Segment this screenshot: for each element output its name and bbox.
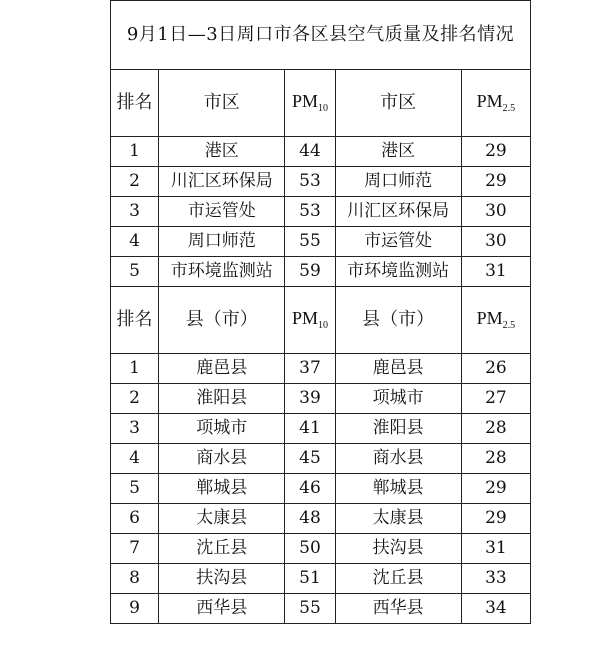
pm25-value-cell: 29 — [461, 474, 530, 504]
pm10-value-cell: 50 — [285, 534, 335, 564]
pm25-value-cell: 31 — [461, 257, 530, 287]
pm10-value-cell: 53 — [285, 197, 335, 227]
name-cell-pm25: 淮阳县 — [335, 414, 461, 444]
rank-cell: 6 — [111, 504, 159, 534]
name-cell-pm25: 郸城县 — [335, 474, 461, 504]
table-title: 9月1日—3日周口市各区县空气质量及排名情况 — [111, 1, 531, 70]
rank-cell: 7 — [111, 534, 159, 564]
name-cell-pm10: 沈丘县 — [159, 534, 285, 564]
pm10-value-cell: 55 — [285, 227, 335, 257]
pm10-value-cell: 55 — [285, 594, 335, 624]
name-cell-pm10: 周口师范 — [159, 227, 285, 257]
pm25-value-cell: 28 — [461, 414, 530, 444]
rank-header: 排名 — [111, 287, 159, 354]
pm25-value-cell: 28 — [461, 444, 530, 474]
name-cell-pm10: 商水县 — [159, 444, 285, 474]
pm25-value-cell: 34 — [461, 594, 530, 624]
rank-cell: 5 — [111, 474, 159, 504]
pm10-value-cell: 45 — [285, 444, 335, 474]
pm25-value-cell: 26 — [461, 354, 530, 384]
table-row — [111, 227, 531, 257]
rank-cell: 9 — [111, 594, 159, 624]
pm25-value-cell: 30 — [461, 227, 530, 257]
name-cell-pm25: 鹿邑县 — [335, 354, 461, 384]
section1-header-row — [111, 70, 531, 137]
pm25-header-subscript: 2.5 — [502, 103, 516, 114]
name-cell-pm10: 川汇区环保局 — [159, 167, 285, 197]
name-cell-pm25: 沈丘县 — [335, 564, 461, 594]
rank-cell: 5 — [111, 257, 159, 287]
pm10-value-cell: 48 — [285, 504, 335, 534]
pm25-value-cell: 27 — [461, 384, 530, 414]
pm25-value-cell: 29 — [461, 504, 530, 534]
name-header-pm10: 市区 — [159, 70, 285, 137]
rank-cell: 8 — [111, 564, 159, 594]
rank-cell: 1 — [111, 137, 159, 167]
rank-cell: 1 — [111, 354, 159, 384]
name-cell-pm10: 港区 — [159, 137, 285, 167]
name-cell-pm10: 郸城县 — [159, 474, 285, 504]
rank-header: 排名 — [111, 70, 159, 137]
name-cell-pm10: 西华县 — [159, 594, 285, 624]
pm10-header-subscript: 10 — [317, 320, 328, 331]
rank-cell: 3 — [111, 414, 159, 444]
table-row — [111, 384, 531, 414]
name-cell-pm25: 市运管处 — [335, 227, 461, 257]
table-row — [111, 167, 531, 197]
name-cell-pm10: 鹿邑县 — [159, 354, 285, 384]
table-row — [111, 594, 531, 624]
pm25-header-subscript: 2.5 — [502, 320, 516, 331]
table-row — [111, 414, 531, 444]
table-row — [111, 474, 531, 504]
name-cell-pm25: 周口师范 — [335, 167, 461, 197]
name-cell-pm25: 川汇区环保局 — [335, 197, 461, 227]
rank-cell: 3 — [111, 197, 159, 227]
pm25-header — [461, 70, 530, 137]
pm10-value-cell: 41 — [285, 414, 335, 444]
name-cell-pm10: 扶沟县 — [159, 564, 285, 594]
name-cell-pm10: 项城市 — [159, 414, 285, 444]
air-quality-table — [110, 0, 531, 624]
pm10-value-cell: 53 — [285, 167, 335, 197]
name-cell-pm25: 太康县 — [335, 504, 461, 534]
rank-cell: 4 — [111, 227, 159, 257]
name-header-pm10: 县（市） — [159, 287, 285, 354]
pm10-header-base: PM — [291, 308, 318, 328]
rank-cell: 2 — [111, 384, 159, 414]
pm25-value-cell: 33 — [461, 564, 530, 594]
title-row — [111, 1, 531, 70]
pm25-header-base: PM — [476, 91, 503, 111]
name-cell-pm25: 港区 — [335, 137, 461, 167]
pm10-value-cell: 59 — [285, 257, 335, 287]
pm25-value-cell: 29 — [461, 137, 530, 167]
name-cell-pm25: 市环境监测站 — [335, 257, 461, 287]
air-quality-document — [110, 0, 531, 624]
table-row — [111, 564, 531, 594]
pm10-value-cell: 51 — [285, 564, 335, 594]
name-header-pm25: 县（市） — [335, 287, 461, 354]
pm10-value-cell: 44 — [285, 137, 335, 167]
name-cell-pm25: 项城市 — [335, 384, 461, 414]
pm25-value-cell: 30 — [461, 197, 530, 227]
pm10-header-base: PM — [291, 91, 318, 111]
pm10-header — [285, 287, 335, 354]
pm10-value-cell: 39 — [285, 384, 335, 414]
name-cell-pm10: 市运管处 — [159, 197, 285, 227]
name-cell-pm10: 太康县 — [159, 504, 285, 534]
table-row — [111, 197, 531, 227]
name-cell-pm25: 商水县 — [335, 444, 461, 474]
rank-cell: 4 — [111, 444, 159, 474]
pm10-value-cell: 46 — [285, 474, 335, 504]
pm25-value-cell: 29 — [461, 167, 530, 197]
table-row — [111, 354, 531, 384]
rank-cell: 2 — [111, 167, 159, 197]
section2-header-row — [111, 287, 531, 354]
pm25-header — [461, 287, 530, 354]
pm10-header — [285, 70, 335, 137]
table-row — [111, 504, 531, 534]
table-row — [111, 534, 531, 564]
pm25-header-base: PM — [476, 308, 503, 328]
pm10-header-subscript: 10 — [317, 103, 328, 114]
name-cell-pm10: 市环境监测站 — [159, 257, 285, 287]
name-header-pm25: 市区 — [335, 70, 461, 137]
table-row — [111, 444, 531, 474]
table-row — [111, 137, 531, 167]
table-row — [111, 257, 531, 287]
name-cell-pm10: 淮阳县 — [159, 384, 285, 414]
name-cell-pm25: 扶沟县 — [335, 534, 461, 564]
name-cell-pm25: 西华县 — [335, 594, 461, 624]
pm10-value-cell: 37 — [285, 354, 335, 384]
pm25-value-cell: 31 — [461, 534, 530, 564]
